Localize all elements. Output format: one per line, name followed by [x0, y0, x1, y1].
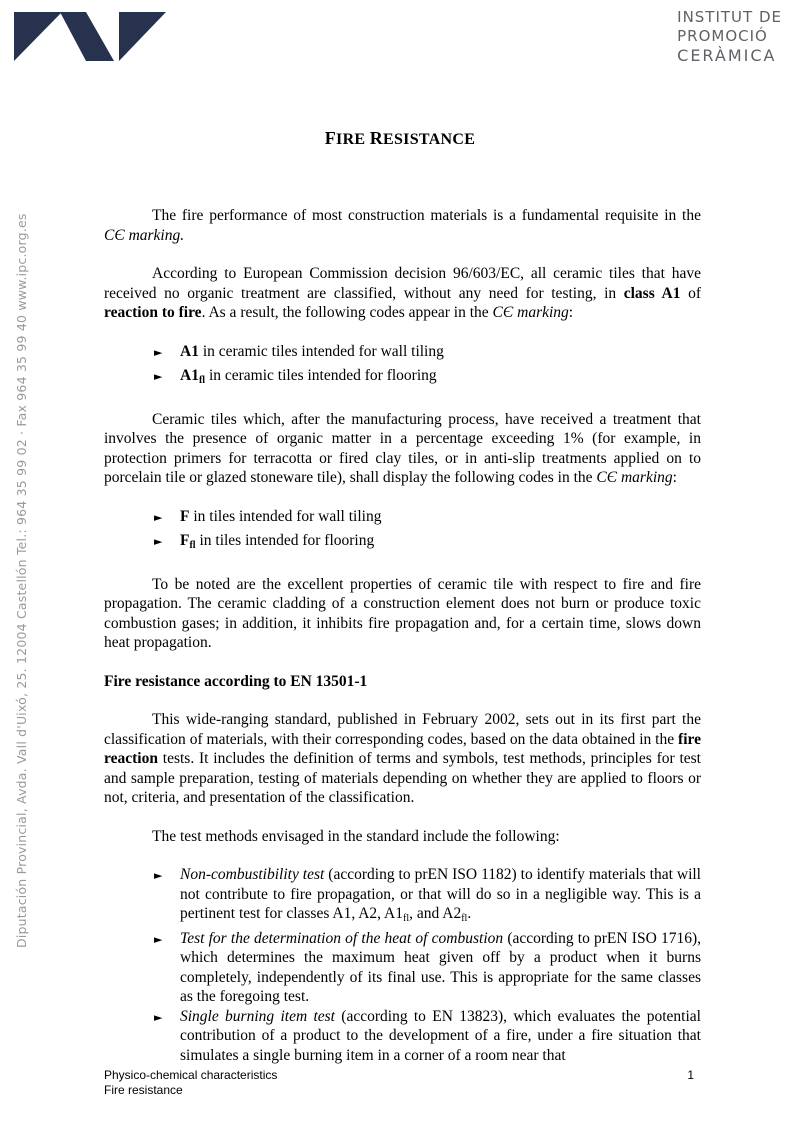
institute-line-2: PROMOCIÓ [677, 27, 768, 45]
list-item: ► Non-combustibility test (according to prEN ISO 1182) to identify materials that will not contribute to fire propagation, or that will do so in a negligible way. This is a pertinent test for classes A1, A2, A1fl, and A2fl. [154, 866, 701, 924]
paragraph-2: According to European Commission decision 96/603/EC, all ceramic tiles that have received no organic treatment are classified, without any need for testing, in class A1 of reaction to fire. As a result, the following codes appear in the CЄ marking: [104, 265, 701, 321]
list-item: ► F in tiles intended for wall tiling [154, 507, 382, 525]
paragraph-4: To be noted are the excellent properties of ceramic tile with respect to fire and fire propagation. The ceramic cladding of a construction element does not burn or produce toxic combustion gases; in addition, it inhibits fire propagation and, for a certain time, slows down heat propagation. [104, 575, 701, 651]
footer-line-1: Physico-chemical characteristics [104, 1068, 278, 1082]
document-body [104, 206, 701, 1065]
list-item: ► $F_{fl}$ in tiles intended for flooring [154, 532, 375, 551]
institute-line-3: CERÀMICA [677, 46, 777, 65]
paragraph-3: Ceramic tiles which, after the manufacturing process, have received a treatment that involves the presence of organic matter in a percentage exceeding 1% (for example, in protection primers for terracotta or fired clay tiles, or in anti-slip treatments applied on to porcelain tile or glazed stoneware tile), shall display the following codes in the CЄ marking: [104, 410, 701, 486]
sidebar-contact: Diputación Provincial, Avda. Vall d'Uixó, 25. 12004 Castellón Tel.: 964 35 99 02 · Fax 964 35 99 40 www.ipc.org.es [14, 213, 29, 948]
list-item: ► $A1_{fl}$ in ceramic tiles intended for flooring [154, 367, 437, 386]
list-item: ► Test for the determination of the heat of combustion (according to prEN ISO 1716), which determines the maximum heat given off by a product when it burns completely, independently of its final use. This is appropriate for the same classes as the foregoing test. [154, 929, 701, 1005]
page-number: 1 [687, 1068, 694, 1082]
list-item: ► Single burning item test (according to EN 13823), which evaluates the potential contribution of a product to the development of a fire, under a fire situation that simulates a single burning item in a corner of a room near that [154, 1007, 701, 1064]
test-method-list [104, 865, 701, 1065]
ipc-logo [14, 12, 166, 62]
institute-name [677, 8, 782, 65]
institute-line-1: INSTITUT DE [677, 8, 782, 26]
list-item: ► A1 in ceramic tiles intended for wall tiling [154, 342, 444, 360]
code-list-2 [104, 507, 701, 556]
paragraph-5: This wide-ranging standard, published in February 2002, sets out in its first part the classification of materials, with their corresponding codes, based on the data obtained in the fire reaction tests. It includes the definition of terms and symbols, test methods, principles for test and sample preparation, testing of materials depending on whether they are applied to floors or not, criteria, and presentation of the classification. [104, 711, 701, 806]
paragraph-1: The fire performance of most construction materials is a fundamental requisite in the CЄ marking. [104, 207, 701, 244]
page-title: FIRE RESISTANCE [324, 128, 476, 148]
footer-line-2: Fire resistance [104, 1083, 183, 1097]
paragraph-6: The test methods envisaged in the standard include the following: [152, 827, 560, 845]
section-heading: Fire resistance according to EN 13501-1 [104, 672, 368, 690]
page-footer [104, 1068, 694, 1098]
code-list-1 [104, 342, 701, 391]
